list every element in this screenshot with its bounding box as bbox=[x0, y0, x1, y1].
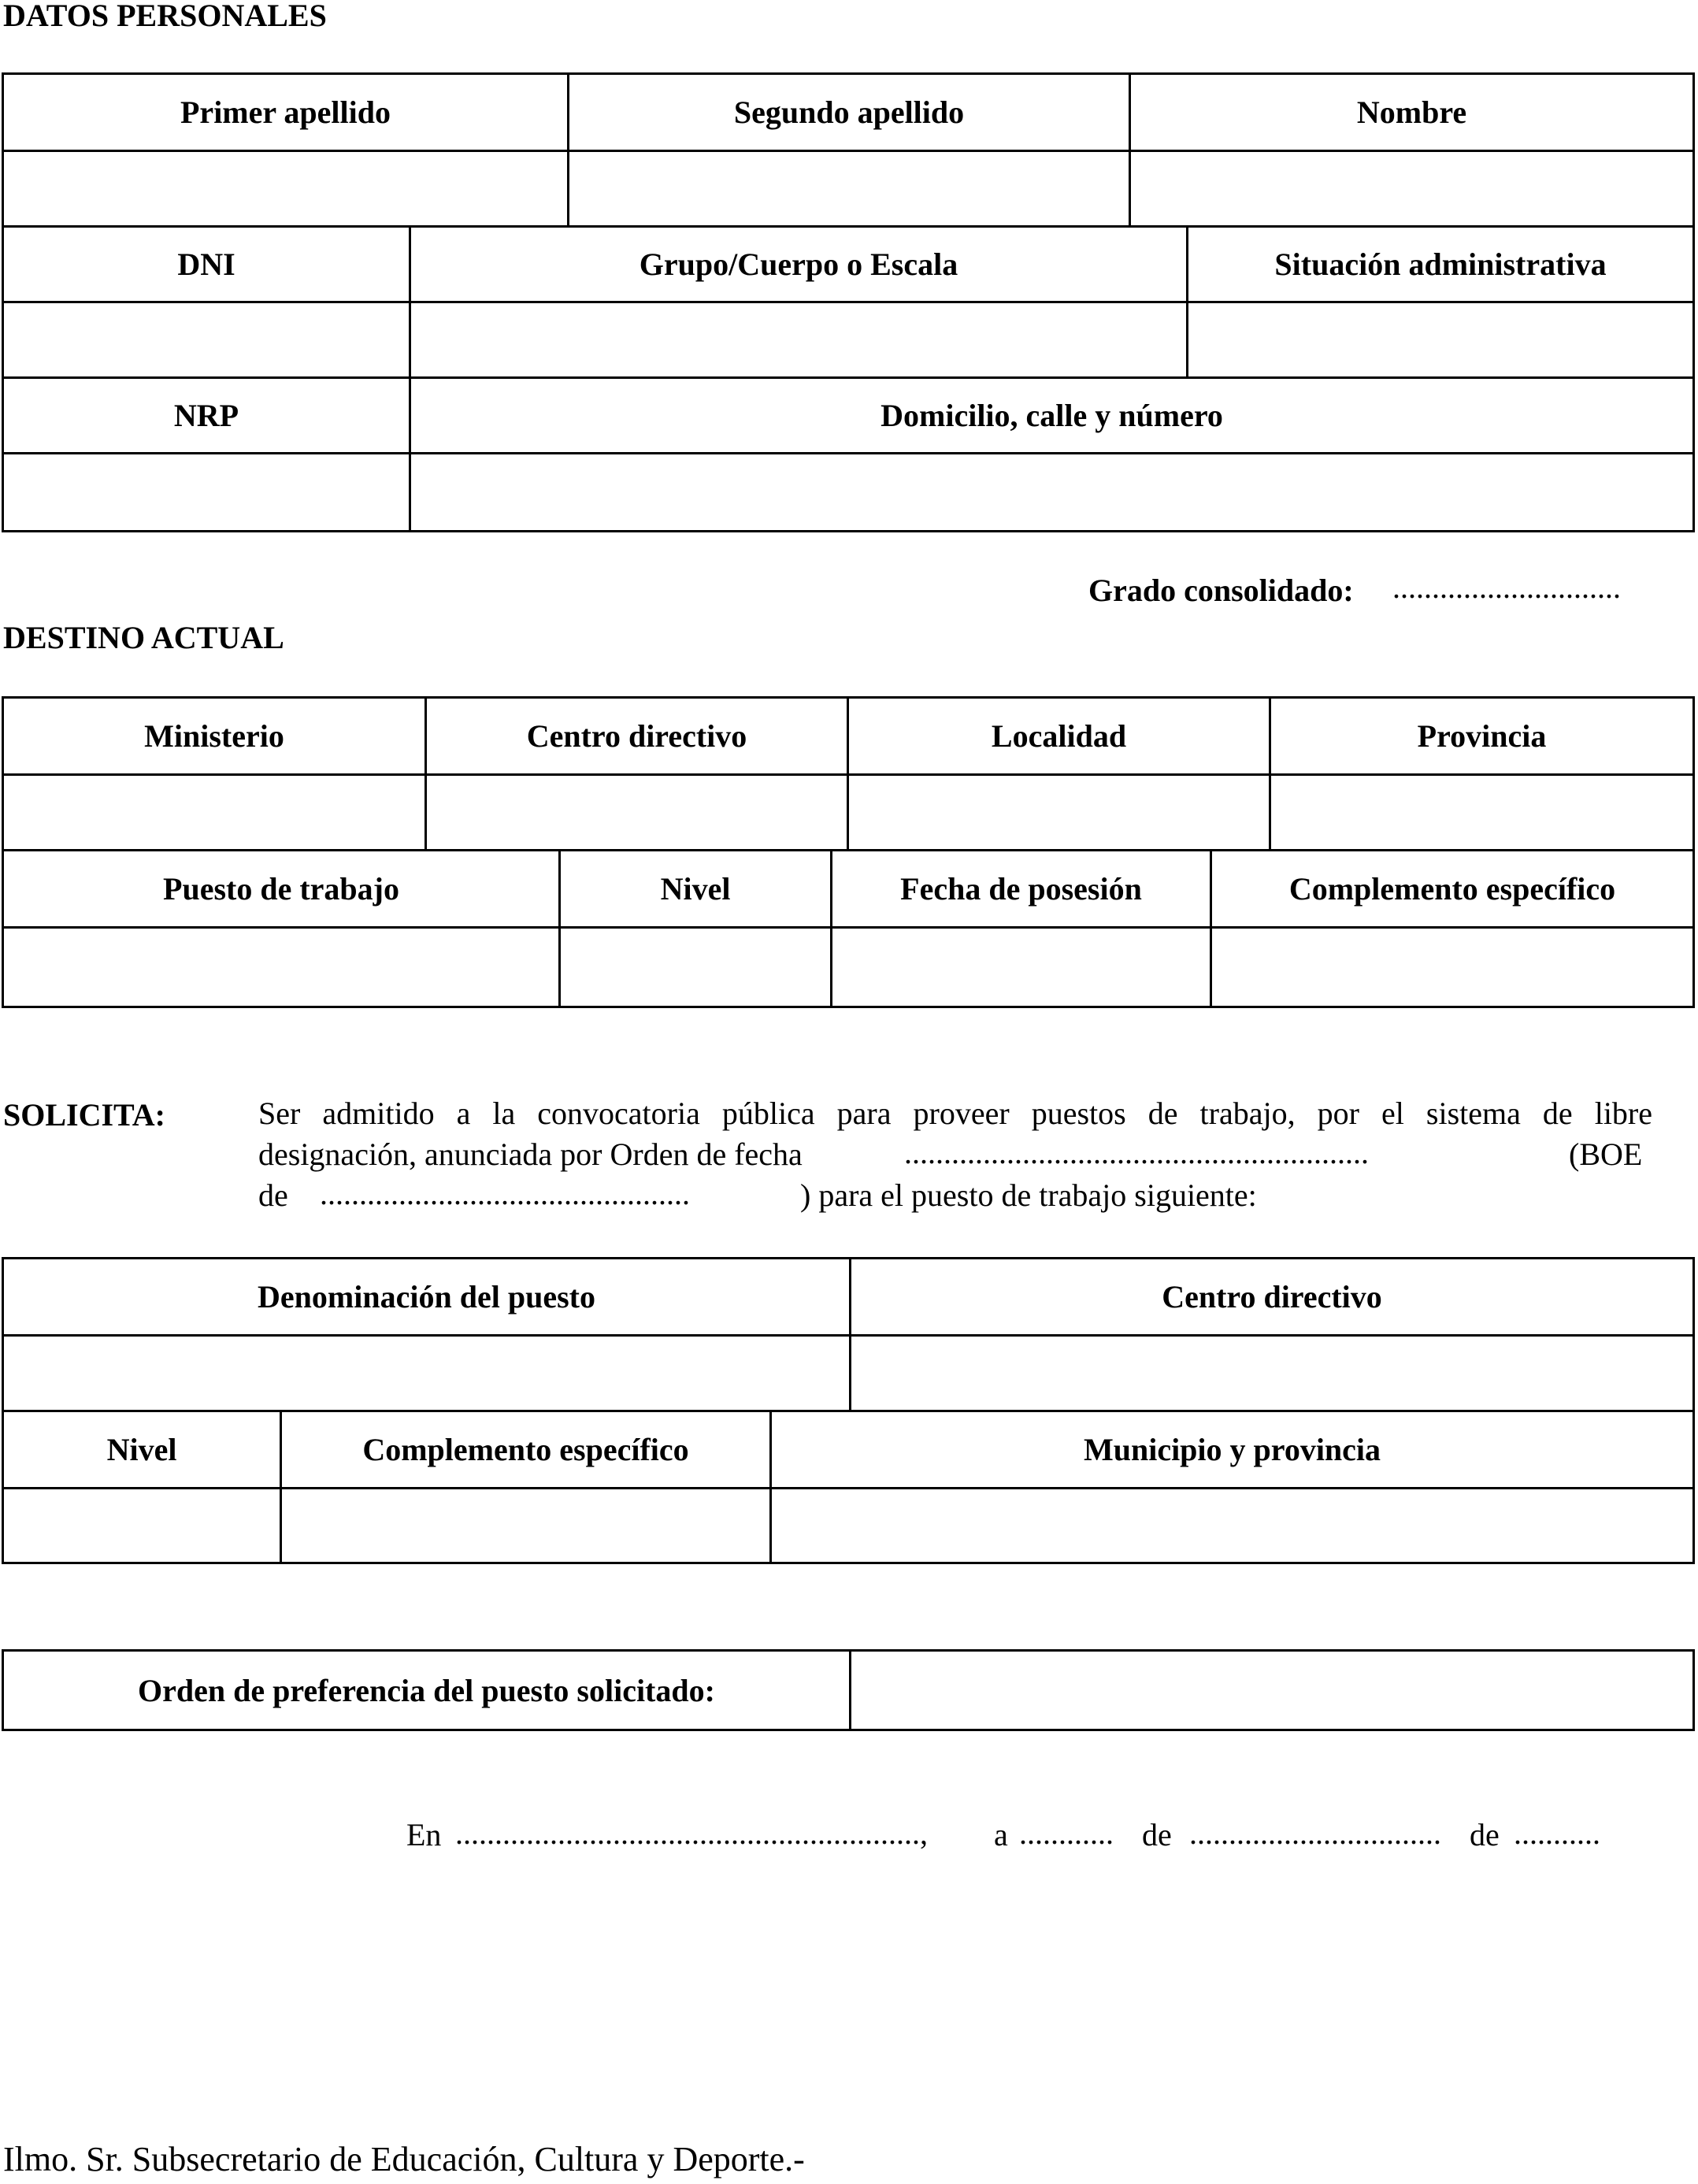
field-denominacion-del-puesto[interactable] bbox=[4, 1337, 851, 1412]
fecha-a: a bbox=[994, 1817, 1008, 1852]
label-nrp: NRP bbox=[4, 379, 411, 454]
fecha-de-1: de bbox=[1142, 1817, 1172, 1852]
grado-consolidado-dots[interactable]: ............................. bbox=[1392, 569, 1621, 605]
label-grupo-cuerpo: Grupo/Cuerpo o Escala bbox=[411, 228, 1188, 303]
label-situacion-administrativa: Situación administrativa bbox=[1188, 228, 1692, 303]
field-nombre[interactable] bbox=[1131, 152, 1692, 228]
destino-actual-table bbox=[2, 696, 1695, 1008]
field-dni[interactable] bbox=[4, 303, 411, 379]
solicita-line-3-end: ) para el puesto de trabajo siguiente: bbox=[800, 1177, 1257, 1213]
label-complemento-especifico-solicitado: Complemento específico bbox=[282, 1412, 772, 1489]
puesto-solicitado-table bbox=[2, 1257, 1695, 1564]
label-localidad: Localidad bbox=[849, 699, 1271, 776]
field-provincia[interactable] bbox=[1271, 776, 1692, 851]
label-fecha-de-posesion: Fecha de posesión bbox=[832, 851, 1212, 929]
dia-dots[interactable]: ............ bbox=[1019, 1815, 1114, 1851]
field-centro-directivo[interactable] bbox=[427, 776, 849, 851]
field-puesto-de-trabajo[interactable] bbox=[4, 929, 561, 1006]
anio-dots[interactable]: ........... bbox=[1514, 1815, 1600, 1851]
field-complemento-especifico-solicitado[interactable] bbox=[282, 1489, 772, 1562]
solicita-line-2-start: designación, anunciada por Orden de fecha bbox=[258, 1136, 803, 1172]
solicita-line-2-end: (BOE bbox=[1569, 1136, 1643, 1172]
label-orden-de-preferencia: Orden de preferencia del puesto solicitado: bbox=[4, 1652, 851, 1729]
fecha-en: En bbox=[406, 1817, 442, 1852]
label-provincia: Provincia bbox=[1271, 699, 1692, 776]
field-fecha-de-posesion[interactable] bbox=[832, 929, 1212, 1006]
label-municipio-y-provincia: Municipio y provincia bbox=[772, 1412, 1692, 1489]
field-situacion-administrativa[interactable] bbox=[1188, 303, 1692, 379]
personal-data-table bbox=[2, 72, 1695, 532]
grado-consolidado-label: Grado consolidado: bbox=[1088, 573, 1354, 608]
label-centro-directivo: Centro directivo bbox=[427, 699, 849, 776]
section-heading-personal: DATOS PERSONALES bbox=[3, 0, 327, 33]
label-primer-apellido: Primer apellido bbox=[4, 75, 569, 152]
solicita-label: SOLICITA: bbox=[3, 1097, 165, 1133]
field-nrp[interactable] bbox=[4, 454, 411, 530]
field-ministerio[interactable] bbox=[4, 776, 427, 851]
label-nivel-solicitado: Nivel bbox=[4, 1412, 282, 1489]
boe-dots[interactable]: ............................................... bbox=[320, 1176, 690, 1211]
fecha-de-2: de bbox=[1470, 1817, 1500, 1852]
lugar-dots[interactable]: ..........................................................., bbox=[455, 1815, 928, 1851]
label-ministerio: Ministerio bbox=[4, 699, 427, 776]
field-nivel[interactable] bbox=[561, 929, 832, 1006]
field-domicilio[interactable] bbox=[411, 454, 1692, 530]
label-denominacion-del-puesto: Denominación del puesto bbox=[4, 1259, 851, 1337]
solicita-line-1: Ser admitido a la convocatoria pública para proveer puestos de trabajo, por el sistema de libre bbox=[258, 1096, 1652, 1131]
field-primer-apellido[interactable] bbox=[4, 152, 569, 228]
label-complemento-especifico: Complemento específico bbox=[1212, 851, 1692, 929]
label-nivel: Nivel bbox=[561, 851, 832, 929]
label-puesto-de-trabajo: Puesto de trabajo bbox=[4, 851, 561, 929]
orden-preferencia-table bbox=[2, 1649, 1695, 1731]
solicita-line-3-start: de bbox=[258, 1177, 288, 1213]
field-segundo-apellido[interactable] bbox=[569, 152, 1131, 228]
mes-dots[interactable]: ................................ bbox=[1189, 1815, 1441, 1851]
label-segundo-apellido: Segundo apellido bbox=[569, 75, 1131, 152]
section-heading-destino: DESTINO ACTUAL bbox=[3, 620, 284, 655]
addressee: Ilmo. Sr. Subsecretario de Educación, Cultura y Deporte.- bbox=[3, 2140, 805, 2178]
label-centro-directivo-solicitado: Centro directivo bbox=[851, 1259, 1692, 1337]
field-centro-directivo-solicitado[interactable] bbox=[851, 1337, 1692, 1412]
field-localidad[interactable] bbox=[849, 776, 1271, 851]
label-domicilio: Domicilio, calle y número bbox=[411, 379, 1692, 454]
label-nombre: Nombre bbox=[1131, 75, 1692, 152]
field-nivel-solicitado[interactable] bbox=[4, 1489, 282, 1562]
field-complemento-especifico[interactable] bbox=[1212, 929, 1692, 1006]
field-municipio-y-provincia[interactable] bbox=[772, 1489, 1692, 1562]
label-dni: DNI bbox=[4, 228, 411, 303]
orden-fecha-dots[interactable]: ........................................................... bbox=[904, 1135, 1369, 1170]
field-grupo-cuerpo[interactable] bbox=[411, 303, 1188, 379]
field-orden-de-preferencia[interactable] bbox=[851, 1652, 1692, 1729]
